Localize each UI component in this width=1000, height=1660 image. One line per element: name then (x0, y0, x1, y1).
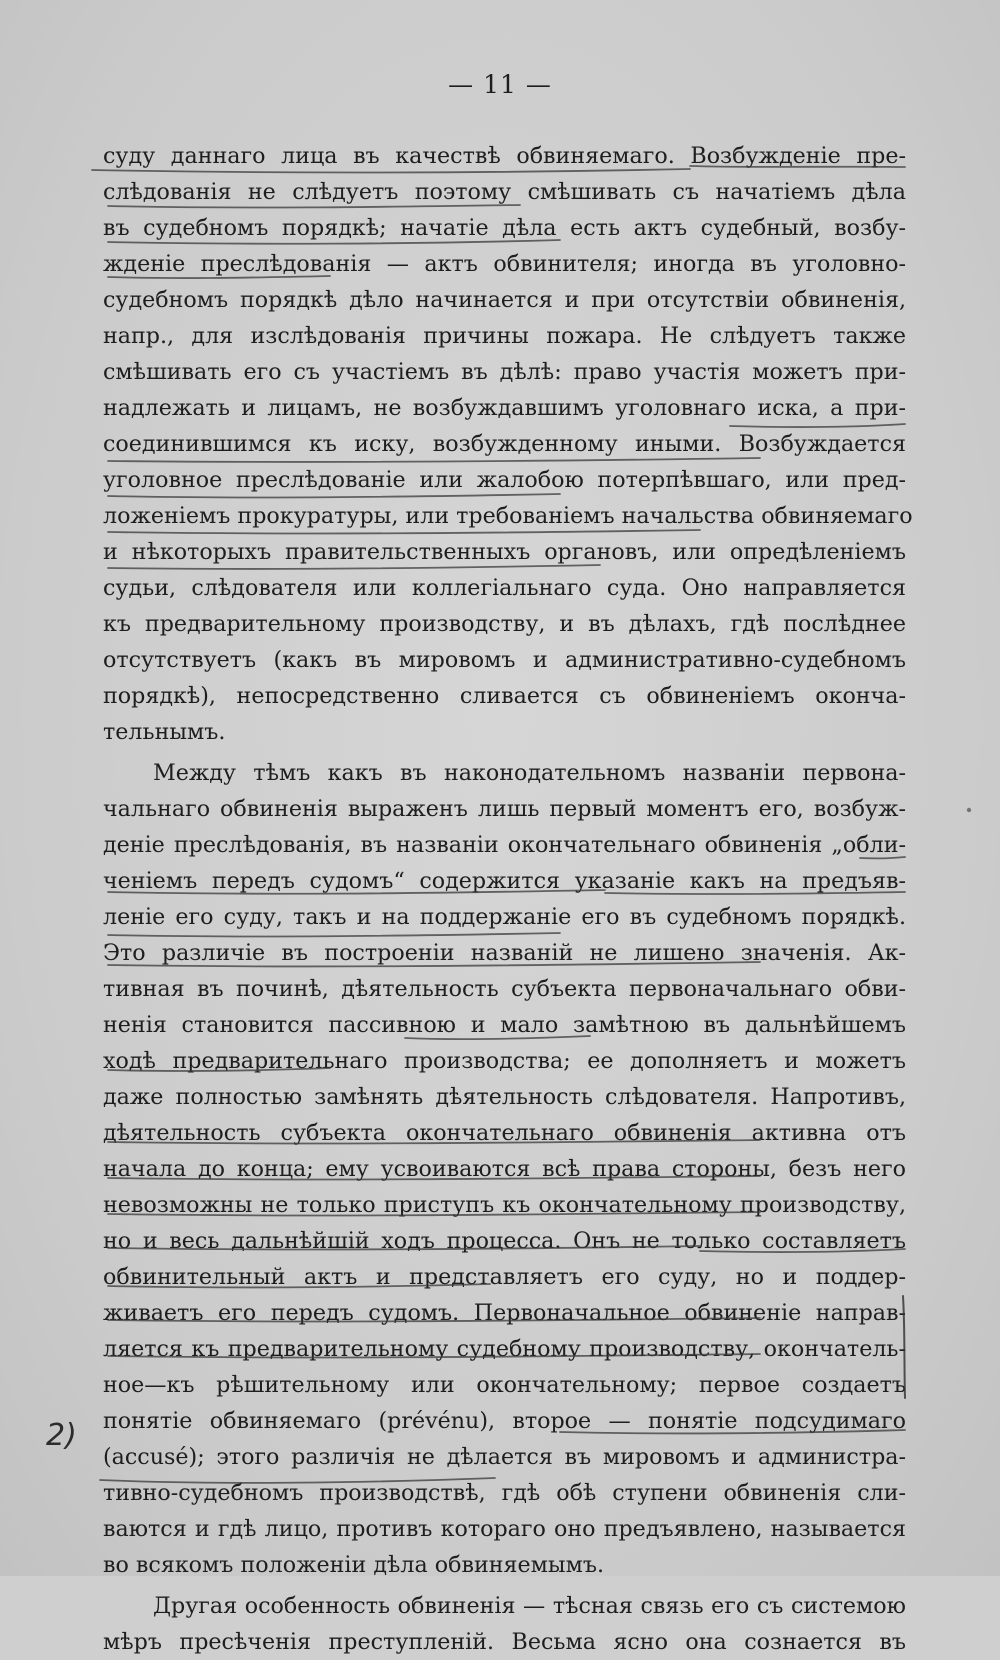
text-line: мѣръ пресѣченія преступленій. Весьма ясно она сознается въ (103, 1629, 906, 1655)
text-line: надлежать и лицамъ, не возбуждавшимъ уголовнаго иска, а при- (103, 395, 906, 421)
text-line: обвинительный актъ и представляетъ его суду, но и поддер- (103, 1264, 906, 1290)
text-line: судьи, слѣдователя или коллегіальнаго суда. Оно направляется (103, 575, 906, 601)
text-line: живаетъ его передъ судомъ. Первоначальное обвиненіе направ- (103, 1300, 906, 1326)
text-line: слѣдованія не слѣдуетъ поэтому смѣшивать съ начатіемъ дѣла (103, 179, 906, 205)
text-line: къ предварительному производству, и въ дѣлахъ, гдѣ послѣднее (103, 611, 906, 637)
text-line: ложеніемъ прокуратуры, или требованіемъ начальства обвиняемаго (103, 503, 913, 529)
text-line: смѣшивать его съ участіемъ въ дѣлѣ: право участія можетъ при- (103, 359, 906, 385)
text-line: уголовное преслѣдованіе или жалобою потерпѣвшаго, или пред- (103, 467, 906, 493)
text-line: напр., для изслѣдованія причины пожара. Не слѣдуетъ также (103, 323, 906, 349)
text-line: тивно-судебномъ производствѣ, гдѣ обѣ ступени обвиненія сли- (103, 1480, 906, 1506)
text-line: порядкѣ), непосредственно сливается съ обвиненіемъ оконча- (103, 683, 906, 709)
text-line: суду даннаго лица въ качествѣ обвиняемаго. Возбужденіе пре- (103, 143, 906, 169)
text-line: жденіе преслѣдованія — актъ обвинителя; иногда въ уголовно- (103, 251, 906, 277)
text-line: чальнаго обвиненія выраженъ лишь первый моментъ его, возбуж- (103, 796, 906, 822)
page-number: — 11 — (448, 70, 552, 99)
text-line: понятіе обвиняемаго (prévénu), второе — понятіе подсудимаго (103, 1408, 906, 1434)
text-line: ляется къ предварительному судебному производству, окончатель- (103, 1336, 906, 1362)
text-line: тивная въ починѣ, дѣятельность субъекта первоначальнаго обви- (103, 976, 906, 1002)
text-line: но и весь дальнѣйшій ходъ процесса. Онъ не только составляетъ (103, 1228, 906, 1254)
text-line: въ судебномъ порядкѣ; начатіе дѣла есть актъ судебный, возбу- (103, 215, 906, 241)
text-line: невозможны не только приступъ къ окончательному производству, (103, 1192, 906, 1218)
text-line: во всякомъ положеніи дѣла обвиняемымъ. (103, 1552, 605, 1578)
body-text (103, 138, 913, 1660)
text-line: Это различіе въ построеніи названій не лишено значенія. Ак- (103, 940, 906, 966)
text-line: Между тѣмъ какъ въ наконодательномъ названіи первона- (153, 760, 906, 786)
text-line: ходѣ предварительнаго производства; ее дополняетъ и можетъ (103, 1048, 906, 1074)
text-line: (accusé); этого различія не дѣлается въ мировомъ и администра- (103, 1444, 906, 1470)
text-line: соединившимся къ иску, возбужденному иными. Возбуждается (103, 431, 906, 457)
text-line: и нѣкоторыхъ правительственныхъ органовъ, или опредѣленіемъ (103, 539, 906, 565)
text-line: деніе преслѣдованія, въ названіи окончательнаго обвиненія „обли- (103, 832, 906, 858)
text-line: дѣятельность субъекта окончательнаго обвиненія активна отъ (103, 1120, 906, 1146)
text-line: судебномъ порядкѣ дѣло начинается и при отсутствіи обвиненія, (103, 287, 906, 313)
text-line: ненія становится пассивною и мало замѣтною въ дальнѣйшемъ (103, 1012, 906, 1038)
text-line: леніе его суду, такъ и на поддержаніе его въ судебномъ порядкѣ. (103, 904, 906, 930)
text-line: ное—къ рѣшительному или окончательному; первое создаетъ (103, 1372, 906, 1398)
margin-note: 2) (46, 1418, 77, 1453)
text-line: тельнымъ. (103, 719, 226, 745)
text-line: ваются и гдѣ лицо, противъ котораго оно предъявлено, называется (103, 1516, 906, 1542)
text-line: даже полностью замѣнять дѣятельность слѣдователя. Напротивъ, (103, 1084, 906, 1110)
text-line: начала до конца; ему усвоиваются всѣ права стороны, безъ него (103, 1156, 906, 1182)
text-line: Другая особенность обвиненія — тѣсная связь его съ системою (153, 1593, 906, 1619)
text-line: ченіемъ передъ судомъ“ содержится указаніе какъ на предъяв- (103, 868, 906, 894)
text-line: отсутствуетъ (какъ въ мировомъ и административно-судебномъ (103, 647, 906, 673)
